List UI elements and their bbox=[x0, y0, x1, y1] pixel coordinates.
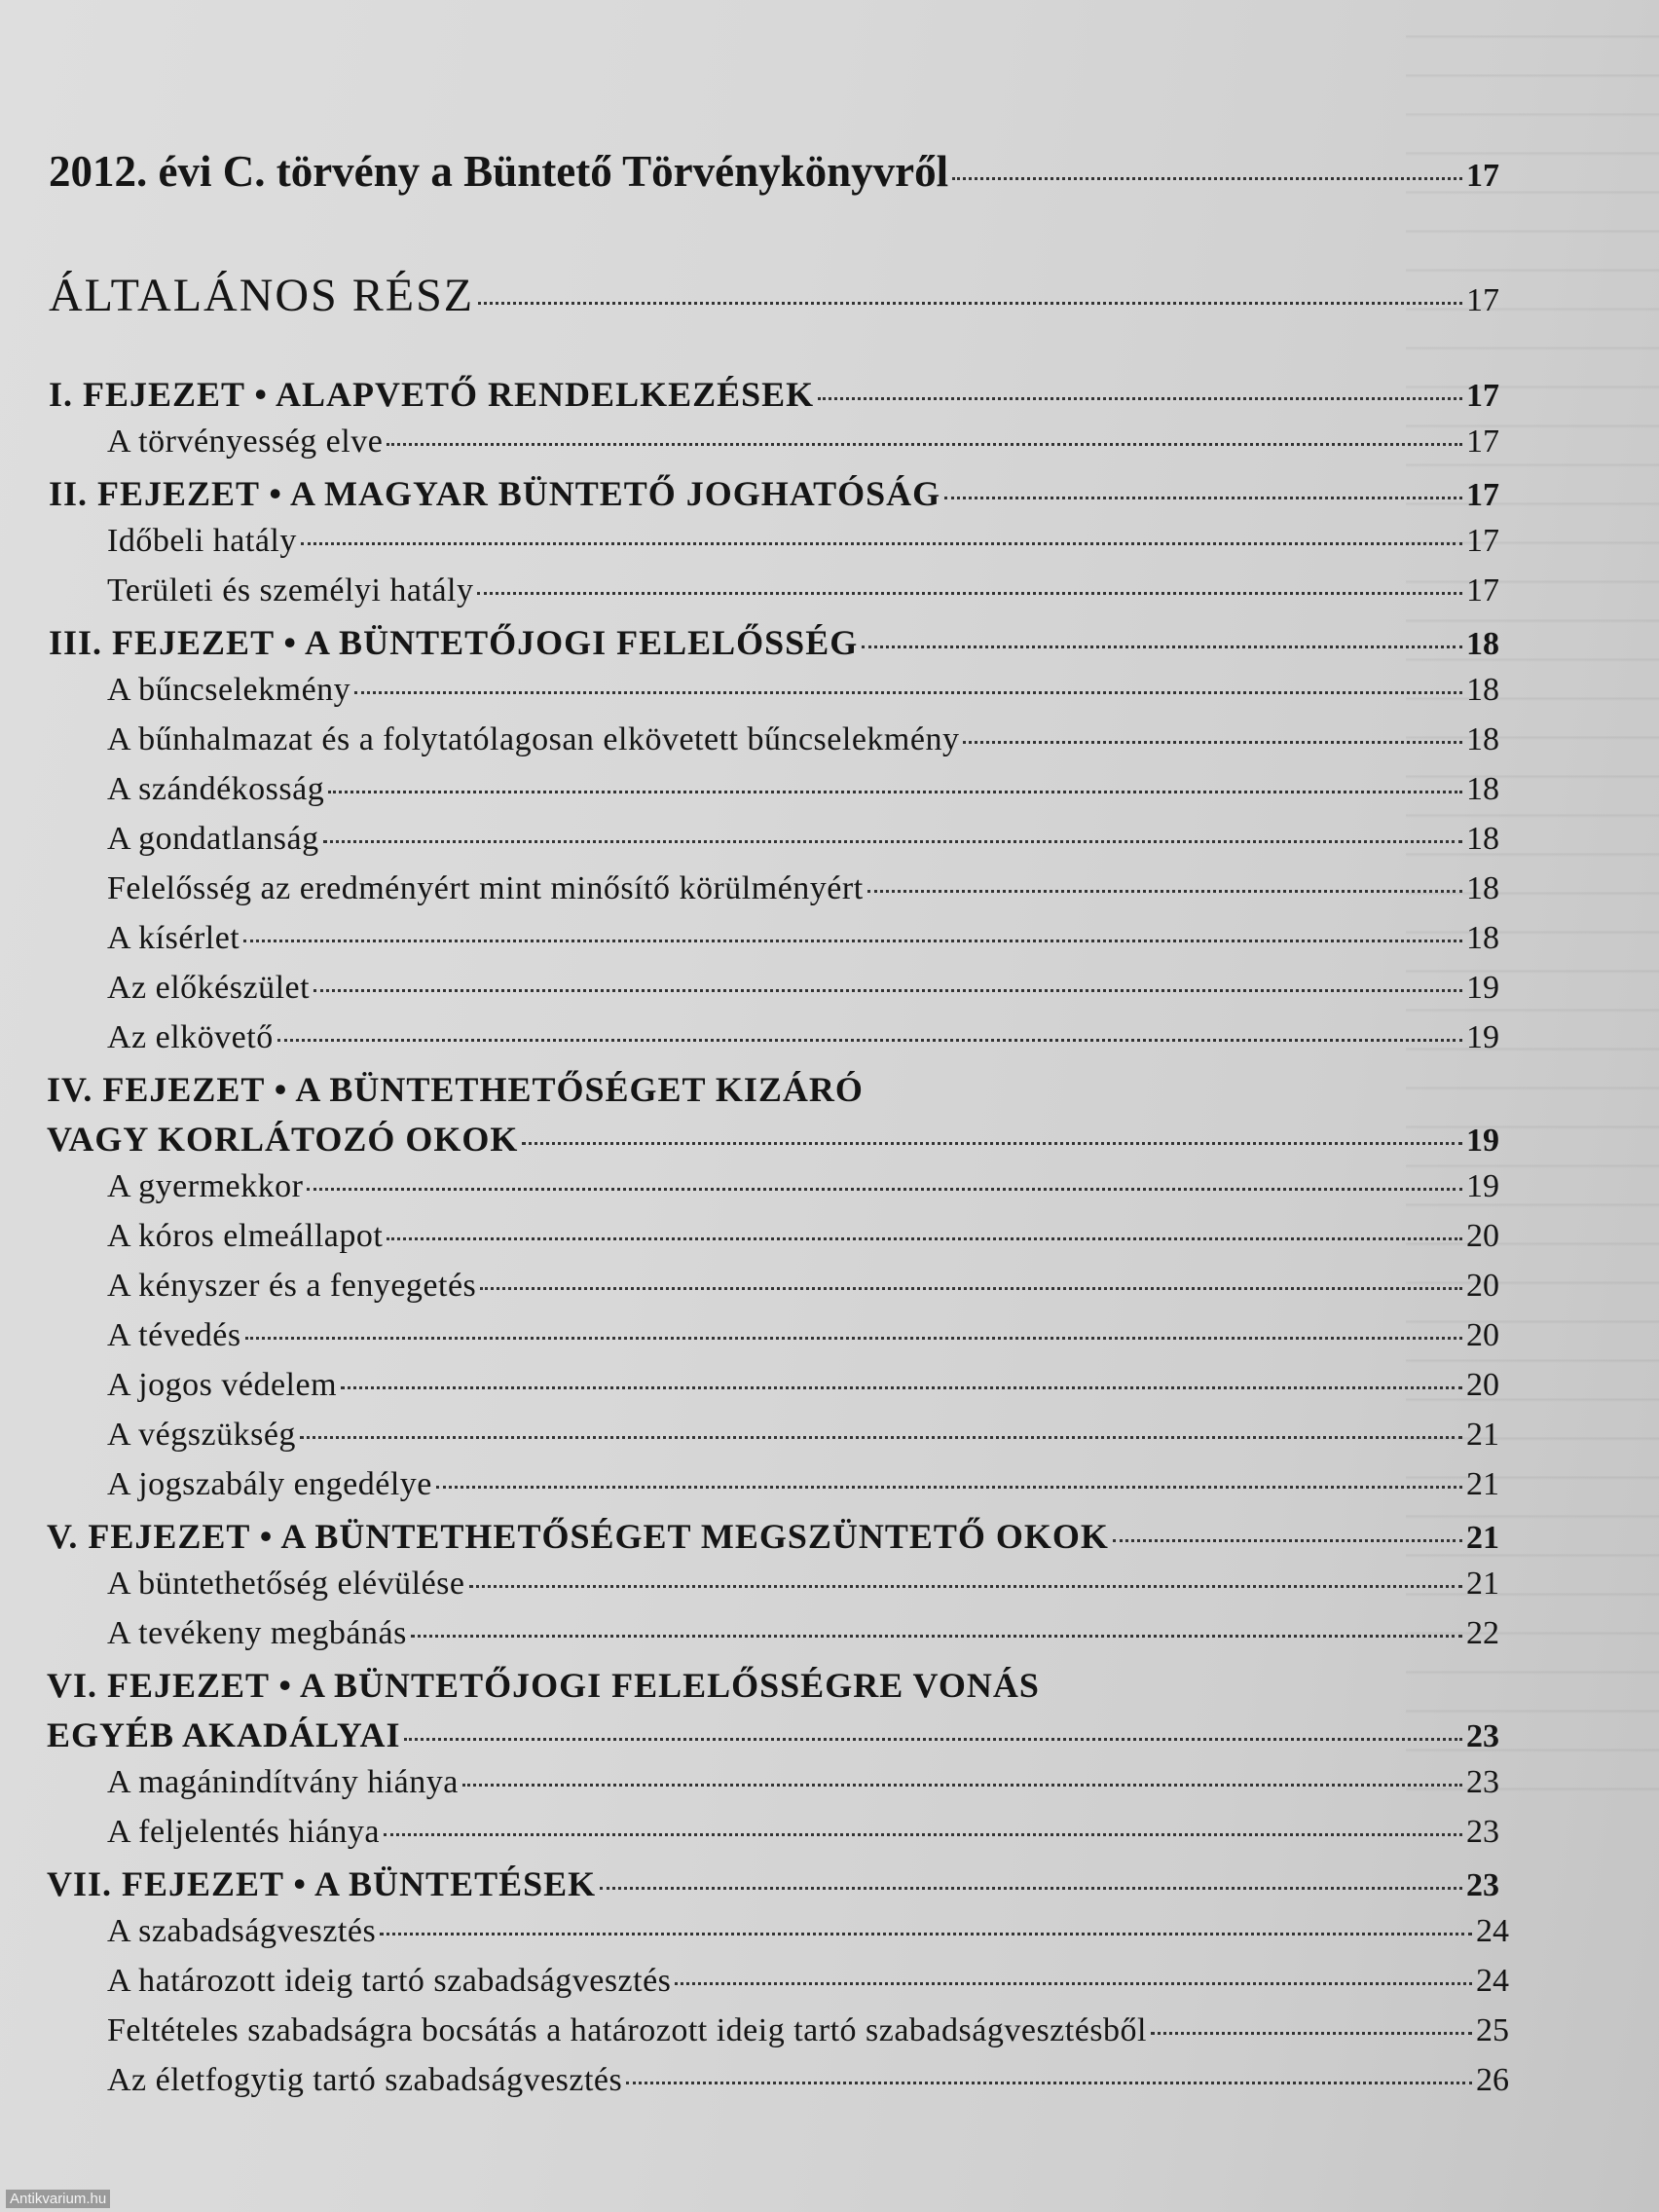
dot-leader bbox=[675, 1982, 1472, 1985]
toc-entry bbox=[107, 1566, 1499, 1603]
toc-entry-label: Területi és személyi hatály bbox=[107, 572, 474, 608]
toc-entry bbox=[107, 1913, 1509, 1950]
toc-entry-label: A jogos védelem bbox=[107, 1367, 338, 1403]
toc-entry bbox=[107, 870, 1499, 907]
toc-page-number: 17 bbox=[1466, 424, 1499, 460]
toc-part-title-label: ÁLTALÁNOS RÉSZ bbox=[49, 270, 475, 321]
dot-leader bbox=[243, 940, 1462, 942]
toc-page-number: 24 bbox=[1476, 1913, 1509, 1949]
toc-page-number: 21 bbox=[1466, 1566, 1499, 1602]
toc-entry bbox=[107, 1466, 1499, 1503]
toc-page-number: 17 bbox=[1466, 477, 1499, 513]
dot-leader bbox=[478, 302, 1462, 305]
toc-entry-label: A szándékosság bbox=[107, 771, 325, 807]
toc-entry bbox=[107, 1764, 1499, 1801]
toc-entry bbox=[107, 1814, 1499, 1851]
dot-leader bbox=[380, 1933, 1472, 1936]
toc-entry-label: Az elkövető bbox=[107, 1019, 274, 1055]
toc-chapter-first-line: VI. FEJEZET • A BÜNTETŐJOGI FELELŐSSÉGRE VONÁS bbox=[47, 1666, 1040, 1705]
toc-page-number: 18 bbox=[1466, 626, 1499, 662]
toc-page-number: 17 bbox=[1466, 158, 1499, 194]
toc-chapter bbox=[49, 374, 1499, 415]
toc-chapter bbox=[47, 1516, 1499, 1557]
toc-entry-label: Feltételes szabadságra bocsátás a határozott ideig tartó szabadságvesztésből bbox=[107, 2012, 1147, 2048]
toc-entry bbox=[107, 1019, 1499, 1056]
dot-leader bbox=[404, 1738, 1462, 1741]
toc-entry bbox=[107, 970, 1499, 1007]
toc-entry-label: A tévedés bbox=[107, 1317, 241, 1353]
toc-entry bbox=[107, 572, 1499, 609]
toc-entry bbox=[107, 2062, 1509, 2099]
dot-leader bbox=[384, 1833, 1462, 1836]
toc-entry bbox=[107, 771, 1499, 808]
toc-entry bbox=[107, 1615, 1499, 1652]
dot-leader bbox=[300, 1436, 1462, 1439]
toc-page-number: 18 bbox=[1466, 870, 1499, 906]
toc-entry-label: A tevékeny megbánás bbox=[107, 1615, 407, 1651]
dot-leader bbox=[867, 890, 1462, 893]
dot-leader bbox=[307, 1188, 1462, 1191]
toc-entry bbox=[107, 821, 1499, 858]
dot-leader bbox=[818, 397, 1462, 400]
watermark: Antikvarium.hu bbox=[6, 2190, 110, 2208]
toc-entry bbox=[107, 721, 1499, 758]
toc-entry-label: A bűncselekmény bbox=[107, 672, 351, 708]
dot-leader bbox=[301, 542, 1462, 545]
toc-chapter bbox=[47, 1863, 1499, 1904]
toc-page-number: 23 bbox=[1466, 1867, 1499, 1903]
toc-entry bbox=[107, 1963, 1509, 2000]
toc-chapter bbox=[49, 473, 1499, 514]
toc-page-number: 22 bbox=[1466, 1615, 1499, 1651]
toc-entry-label: Időbeli hatály bbox=[107, 523, 297, 559]
toc-entry-label: A magánindítvány hiánya bbox=[107, 1764, 459, 1800]
toc-entry bbox=[107, 523, 1499, 560]
toc-entry bbox=[107, 1268, 1499, 1305]
toc-entry-label: A kóros elmeállapot bbox=[107, 1218, 384, 1254]
dot-leader bbox=[522, 1142, 1462, 1145]
toc-page-number: 17 bbox=[1466, 572, 1499, 608]
toc-entry bbox=[107, 1417, 1499, 1454]
toc-page-number: 19 bbox=[1466, 1019, 1499, 1055]
toc-chapter-label: II. FEJEZET • A MAGYAR BÜNTETŐ JOGHATÓSÁG bbox=[49, 474, 941, 513]
toc-chapter-first-line: IV. FEJEZET • A BÜNTETHETŐSÉGET KIZÁRÓ bbox=[47, 1070, 864, 1109]
toc-page-number: 23 bbox=[1466, 1814, 1499, 1850]
toc-entry-label: A jogszabály engedélye bbox=[107, 1466, 432, 1502]
toc-chapter-label: III. FEJEZET • A BÜNTETŐJOGI FELELŐSSÉG bbox=[49, 623, 859, 662]
toc-chapter bbox=[47, 1119, 1499, 1160]
toc-page-number: 20 bbox=[1466, 1367, 1499, 1403]
dot-leader bbox=[411, 1635, 1462, 1638]
toc-page-number: 18 bbox=[1466, 721, 1499, 757]
dot-leader bbox=[862, 645, 1462, 648]
toc-chapter-label: VAGY KORLÁTOZÓ OKOK bbox=[47, 1120, 519, 1159]
toc-entry bbox=[107, 920, 1499, 957]
toc-entry bbox=[107, 1367, 1499, 1404]
toc-entry bbox=[107, 1168, 1499, 1205]
toc-page-number: 19 bbox=[1466, 1123, 1499, 1159]
toc-page-number: 23 bbox=[1466, 1718, 1499, 1754]
dot-leader bbox=[277, 1039, 1462, 1042]
toc-entry-label: A feljelentés hiánya bbox=[107, 1814, 381, 1850]
toc-entry bbox=[107, 1218, 1499, 1255]
toc-entry-label: A határozott ideig tartó szabadságvesztés bbox=[107, 1963, 672, 1999]
toc-chapter bbox=[47, 1714, 1499, 1755]
toc-entry bbox=[107, 672, 1499, 709]
dot-leader bbox=[328, 791, 1462, 793]
toc-document-title bbox=[49, 146, 1499, 197]
toc-entry-label: A szabadságvesztés bbox=[107, 1913, 377, 1949]
toc-entry-label: A végszükség bbox=[107, 1417, 296, 1453]
toc-page-number: 21 bbox=[1466, 1417, 1499, 1453]
dot-leader bbox=[477, 592, 1462, 595]
toc-page-number: 21 bbox=[1466, 1520, 1499, 1556]
toc-entry-label: A bűnhalmazat és a folytatólagosan elkövetett bűncselekmény bbox=[107, 721, 960, 757]
dot-leader bbox=[387, 443, 1462, 446]
toc-page-number: 17 bbox=[1466, 378, 1499, 414]
toc-page-number: 18 bbox=[1466, 920, 1499, 956]
dot-leader bbox=[944, 497, 1462, 499]
toc-document-title-label: 2012. évi C. törvény a Büntető Törvénykönyvről bbox=[49, 147, 949, 196]
toc-chapter-label: I. FEJEZET • ALAPVETŐ RENDELKEZÉSEK bbox=[49, 375, 815, 414]
toc-entry-label: A gyermekkor bbox=[107, 1168, 304, 1204]
toc-page-number: 24 bbox=[1476, 1963, 1509, 1999]
toc-entry-label: A gondatlanság bbox=[107, 821, 319, 857]
toc-chapter-label: V. FEJEZET • A BÜNTETHETŐSÉGET MEGSZÜNTETŐ OKOK bbox=[47, 1517, 1109, 1556]
toc-page-number: 26 bbox=[1476, 2062, 1509, 2098]
toc-entry bbox=[107, 2012, 1509, 2049]
toc-part-title bbox=[49, 269, 1499, 322]
dot-leader bbox=[952, 177, 1462, 180]
toc-page-number: 20 bbox=[1466, 1317, 1499, 1353]
toc-page-number: 19 bbox=[1466, 1168, 1499, 1204]
toc-page-number: 18 bbox=[1466, 672, 1499, 708]
toc-entry bbox=[107, 424, 1499, 461]
toc-entry-label: A törvényesség elve bbox=[107, 424, 384, 460]
dot-leader bbox=[480, 1287, 1462, 1290]
toc-entry-label: Az életfogytig tartó szabadságvesztés bbox=[107, 2062, 623, 2098]
dot-leader bbox=[245, 1337, 1462, 1340]
toc-chapter-label: EGYÉB AKADÁLYAI bbox=[47, 1715, 401, 1754]
toc-entry-label: A kényszer és a fenyegetés bbox=[107, 1268, 477, 1304]
dot-leader bbox=[963, 741, 1462, 744]
toc-chapter-label: VII. FEJEZET • A BÜNTETÉSEK bbox=[47, 1864, 597, 1903]
toc-entry-label: A büntethetőség elévülése bbox=[107, 1566, 465, 1602]
dot-leader bbox=[600, 1887, 1462, 1890]
dot-leader bbox=[323, 840, 1462, 843]
toc-page-number: 19 bbox=[1466, 970, 1499, 1006]
dot-leader bbox=[1113, 1539, 1462, 1542]
toc-page-number: 17 bbox=[1466, 523, 1499, 559]
toc-page-number: 20 bbox=[1466, 1218, 1499, 1254]
toc-entry-label: A kísérlet bbox=[107, 920, 240, 956]
dot-leader bbox=[387, 1237, 1462, 1240]
toc-page-number: 18 bbox=[1466, 821, 1499, 857]
toc-page-number: 17 bbox=[1466, 282, 1499, 318]
toc-chapter bbox=[49, 622, 1499, 663]
dot-leader bbox=[354, 691, 1462, 694]
dot-leader bbox=[626, 2082, 1472, 2084]
toc-entry-label: Az előkészület bbox=[107, 970, 311, 1006]
dot-leader bbox=[469, 1585, 1462, 1588]
dot-leader bbox=[462, 1784, 1462, 1787]
toc-page-number: 25 bbox=[1476, 2012, 1509, 2048]
dot-leader bbox=[313, 989, 1462, 992]
toc-page-number: 23 bbox=[1466, 1764, 1499, 1800]
toc-page-number: 20 bbox=[1466, 1268, 1499, 1304]
dot-leader bbox=[436, 1486, 1462, 1489]
toc-page-number: 18 bbox=[1466, 771, 1499, 807]
toc-entry bbox=[107, 1317, 1499, 1354]
dot-leader bbox=[1151, 2032, 1472, 2035]
dot-leader bbox=[341, 1386, 1462, 1389]
toc-entry-label: Felelősség az eredményért mint minősítő körülményért bbox=[107, 870, 864, 906]
toc-page-number: 21 bbox=[1466, 1466, 1499, 1502]
